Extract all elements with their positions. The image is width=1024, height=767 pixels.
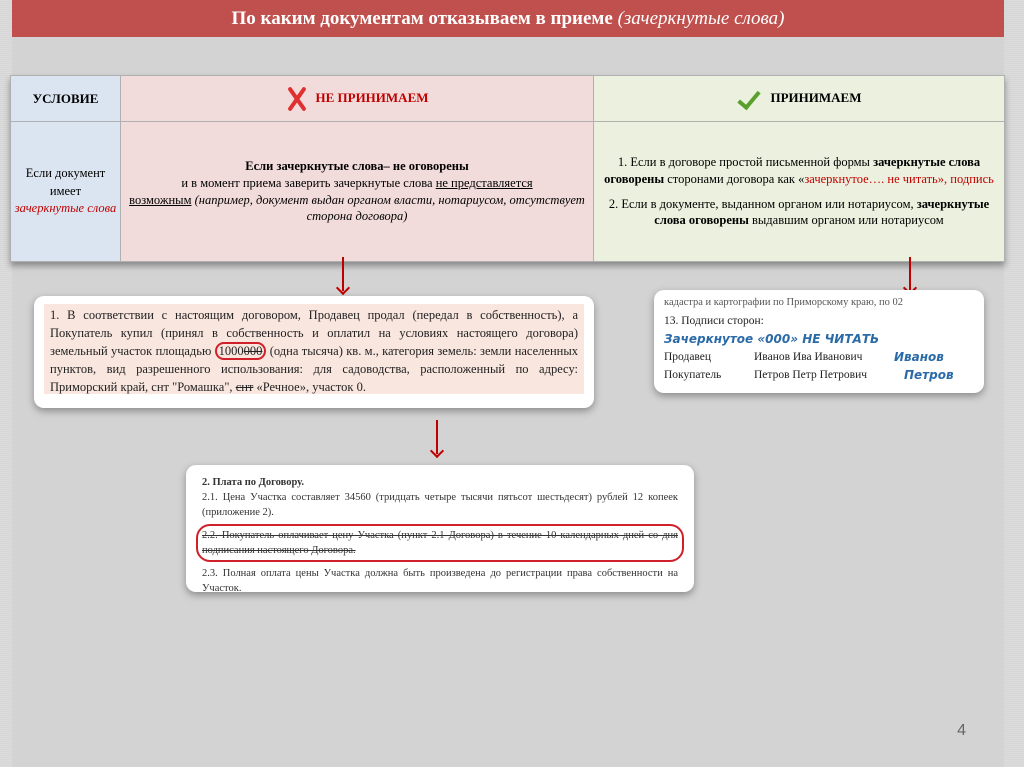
strikethrough-oval: 2.2. Покупатель оплачивает цену Участка (пункт 2.1 Договора) в течение 10 календарных дней со дня подписания настоящего Договора.	[196, 524, 684, 562]
page-number: 4	[957, 722, 966, 739]
table-header-row	[11, 76, 1005, 122]
arrow-down-icon	[430, 420, 444, 458]
scan-text: 1. В соответствии с настоящим договором, Продавец продал (передал в собственность), а Покупатель купил (принял в собственность и оплатил на условиях настоящего договора) земельный участок площадью 1000000 (одна тысяча) кв. м., категория земель: земли населенных пунктов, вид разрешенного использования: для садоводства, расположенный по адресу: Приморский край, снт "Ромашка", снт «Речное», участок 0.	[44, 304, 584, 394]
scan-signatures: кадастра и картографии по Приморскому краю, по 02 13. Подписи сторон: Зачеркнутое «000» НЕ ЧИТАТЬ Продавец Иванов Ива Иванович Иванов Покупатель Петров Петр Петрович Петров	[654, 290, 984, 393]
strikethrough-oval: 1000000	[215, 342, 267, 360]
comparison-table	[10, 75, 1005, 262]
header-accept: ПРИНИМАЕМ	[594, 76, 1005, 122]
buyer-row: Покупатель Петров Петр Петрович Петров	[664, 368, 954, 382]
slide-title	[12, 0, 1004, 37]
scan-contract-clause	[34, 296, 594, 408]
cell-condition: Если документ имеет зачеркнутые слова	[11, 122, 121, 262]
table-row	[11, 122, 1005, 262]
scan-payment-clause: 2. Плата по Договору. 2.1. Цена Участка составляет 34560 (тридцать четыре тысячи пятьсот шестьдесят) рублей 12 копеек (приложение 2). 2.2. Покупатель оплачивает цену Участка (пункт 2.1 Договора) в течение 10 календарных дней со дня подписания настоящего Договора. 2.3. Полная оплата цены Участка должна быть произведена до регистрации права собственности на Участок.	[186, 465, 694, 592]
title-sub: (зачеркнутые слова)	[617, 8, 785, 29]
title-main: По каким документам отказываем в приеме	[231, 8, 618, 29]
buyer-signature: Петров	[904, 368, 954, 382]
seller-row: Продавец Иванов Ива Иванович Иванов	[664, 350, 944, 364]
header-reject: НЕ ПРИНИМАЕМ	[121, 76, 594, 122]
seller-signature: Иванов	[894, 350, 944, 364]
cross-icon	[285, 87, 307, 111]
arrow-down-icon	[336, 257, 350, 295]
handwritten-note: Зачеркнутое «000» НЕ ЧИТАТЬ	[664, 332, 880, 346]
checkmark-icon	[737, 87, 759, 111]
cell-reject: Если зачеркнутые слова– не оговорены и в момент приема заверить зачеркнутые слова не представляется возможным (например, документ выдан органом власти, нотариусом, отсутствует сторона договора)	[121, 122, 594, 262]
cell-accept: 1. Если в договоре простой письменной формы зачеркнутые слова оговорены сторонами договора как «зачеркнутое…. не читать», подпись 2. Если в документе, выданном органом или нотариусом, зачеркнутые слова оговорены выдавшим органом или нотариусом	[594, 122, 1005, 262]
header-condition: УСЛОВИЕ	[11, 76, 121, 122]
